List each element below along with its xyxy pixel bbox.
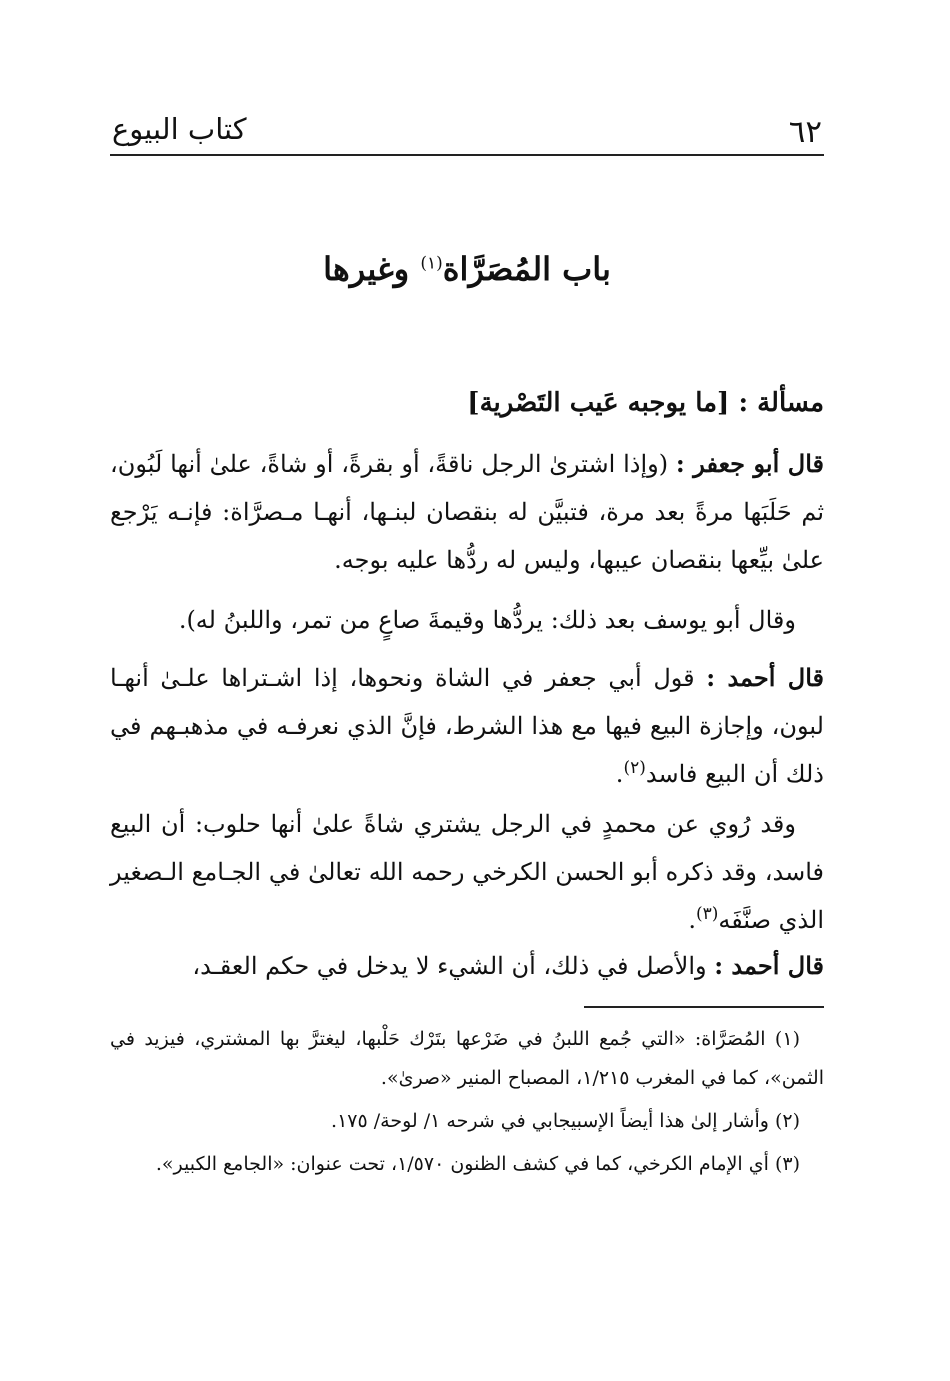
body-paragraph — [110, 654, 824, 798]
footnote-ref-1: (١) — [420, 253, 443, 274]
footnote-ref-3: (٣) — [695, 904, 719, 924]
body-paragraph — [110, 440, 824, 584]
body-paragraph — [110, 942, 824, 990]
chapter-title-main: باب المُصَرَّاة — [442, 250, 611, 288]
footnote-2: (٢) وأشار إلىٰ هذا أيضاً الإسبيجابي في شرحه ١/ لوحة/ ١٧٥. — [331, 1110, 800, 1132]
footnote-1: (١) المُصَرَّاة: «التي جُمع اللبنُ في ضَرْعها بتَرْك حَلْبها، ليغترَّ بها المشتري، فيزيد في الثمن»، كما في المغرب ١/٢١٥، المصباح المنير «صرىٰ». — [110, 1028, 824, 1089]
chapter-title-suffix: وغيرها — [323, 250, 410, 288]
paragraph-text: وقد رُوي عن محمدٍ في الرجل يشتري شاةً علىٰ أنها حلوب: أن البيع فاسد، وقد ذكره أبو الحسن الكرخي رحمه الله تعالىٰ في الجـامع الـصغير الذي صنَّفَه — [110, 810, 824, 934]
speaker-label: قال أحمد : — [706, 663, 824, 692]
paragraph-text: (وإذا اشترىٰ الرجل ناقةً، أو بقرةً، أو شاةً، علىٰ أنها لَبُون، ثم حَلَبَها مرةً بعد مرة، فتبيَّن له بنقصان لبنـها، أنهـا مـصرَّاة: فإنـه يَرْجع علىٰ بيِّعها بنقصان عيبها، وليس له ردُّها عليه بوجه. — [110, 450, 824, 574]
footnote-3: (٣) أي الإمام الكرخي، كما في كشف الظنون ١/٥٧٠، تحت عنوان: «الجامع الكبير». — [155, 1153, 800, 1175]
paragraph-text: قول أبي جعفر في الشاة ونحوها، إذا اشـتراها علـىٰ أنهـا لبون، وإجازة البيع فيها مع هذا الشرط، فإنَّ الذي نعرفـه في مذهبـهم في ذلك أن البيع فاسد — [110, 664, 824, 788]
paragraph-end: . — [688, 906, 696, 934]
issue-label: مسألة : — [738, 388, 824, 418]
page-header — [110, 108, 824, 156]
issue-title: [ما يوجبه عَيب التَصْرية] — [467, 388, 730, 418]
issue-heading — [110, 388, 824, 418]
footnote-divider — [584, 1006, 824, 1008]
paragraph-text: والأصل في ذلك، أن الشيء لا يدخل في حكم العقـد، — [192, 952, 715, 980]
footnote-ref-2: (٢) — [623, 758, 646, 778]
speaker-label: قال أبو جعفر : — [675, 449, 824, 478]
speaker-label: قال أحمد : — [714, 951, 824, 980]
body-paragraph — [110, 596, 824, 644]
paragraph-text: وقال أبو يوسف بعد ذلك: يردُّها وقيمةَ صاعٍ من تمر، واللبنُ له). — [178, 606, 796, 634]
page-number: ٦٢ — [788, 114, 822, 150]
running-title: كتاب البيوع — [112, 112, 247, 146]
body-paragraph — [110, 800, 824, 944]
chapter-title — [110, 250, 824, 288]
footnotes-section — [110, 1020, 824, 1188]
paragraph-end: . — [615, 760, 624, 788]
